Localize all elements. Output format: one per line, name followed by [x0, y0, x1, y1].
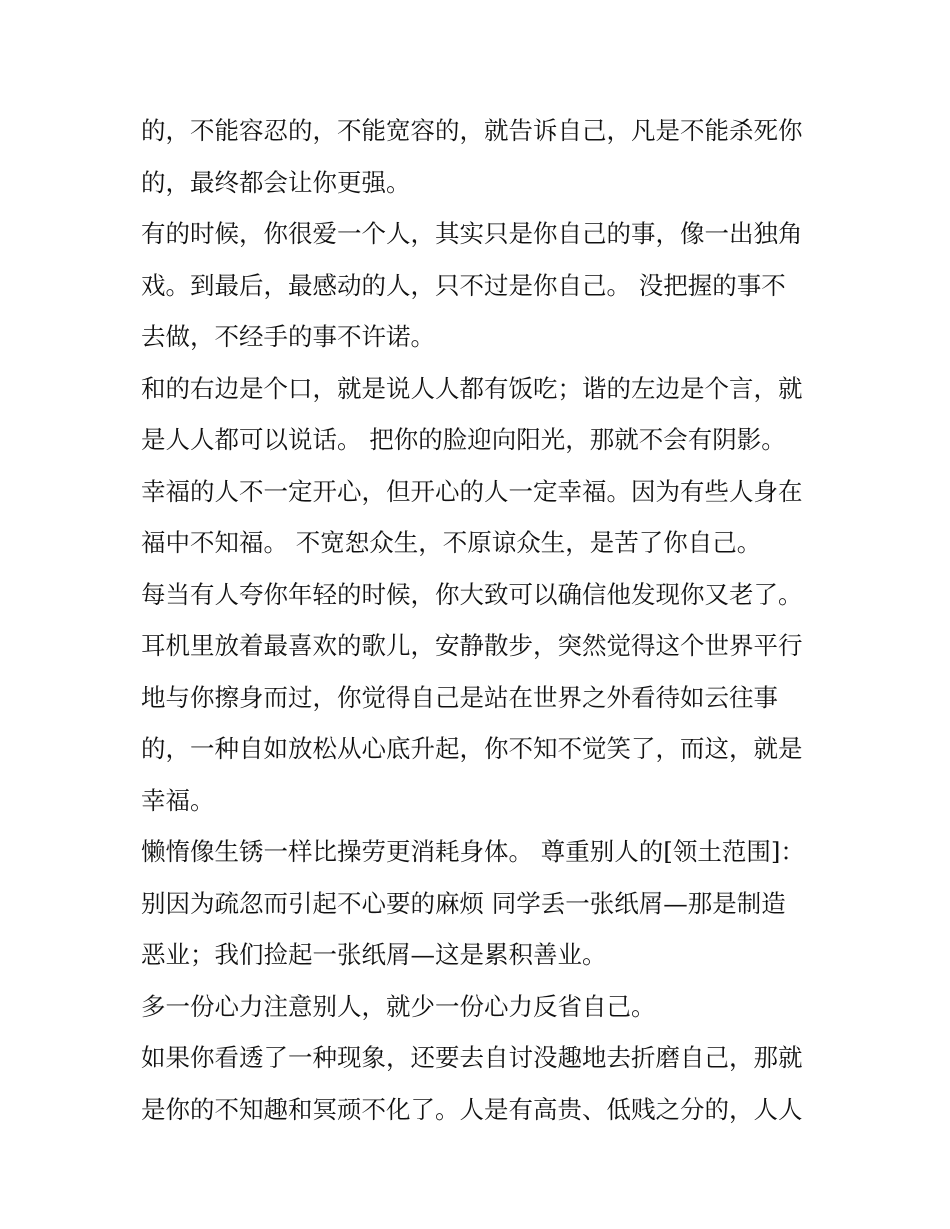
paragraph	[141, 466, 821, 569]
text-line: 的，最终都会让你更强。	[141, 167, 411, 197]
text-line: 懒惰像生锈一样比操劳更消耗身体。 尊重别人的[领土范围]：	[141, 837, 805, 866]
text-line: 有的时候，你很爱一个人，其实只是你自己的事，像一出独角	[141, 219, 803, 248]
paragraph	[141, 105, 821, 208]
text-line: 福中不知福。 不宽恕众生，不原谅众生，是苦了你自己。	[141, 528, 762, 557]
paragraph	[141, 1032, 821, 1135]
paragraph	[141, 569, 821, 827]
document-body	[141, 105, 821, 1135]
text-line: 幸福。	[141, 785, 215, 815]
paragraph	[141, 208, 821, 363]
text-line: 的，不能容忍的，不能宽容的，就告诉自己，凡是不能杀死你	[141, 116, 803, 145]
text-line: 去做，不经手的事不许诺。	[141, 322, 435, 351]
text-line: 和的右边是个口，就是说人人都有饭吃；谐的左边是个言，就	[141, 373, 803, 403]
text-line: 戏。到最后，最感动的人，只不过是你自己。 没把握的事不	[141, 270, 786, 300]
paragraph	[141, 981, 821, 1033]
paragraph	[141, 826, 821, 981]
text-line: 的，一种自如放松从心底升起，你不知不觉笑了，而这，就是	[141, 734, 803, 763]
paragraph	[141, 363, 821, 466]
text-line: 每当有人夸你年轻的时候，你大致可以确信他发现你又老了。	[141, 579, 803, 609]
text-line: 是你的不知趣和冥顽不化了。人是有高贵、低贱之分的，人人	[141, 1094, 803, 1124]
text-line: 恶业；我们捡起一张纸屑—这是累积善业。	[141, 940, 607, 969]
text-line: 如果你看透了一种现象，还要去自讨没趣地去折磨自己，那就	[141, 1043, 803, 1072]
text-line: 地与你擦身而过，你觉得自己是站在世界之外看待如云往事	[141, 682, 778, 712]
text-line: 多一份心力注意别人，就少一份心力反省自己。	[141, 991, 656, 1021]
text-line: 别因为疏忽而引起不心要的麻烦 同学丢一张纸屑—那是制造	[141, 888, 786, 918]
text-line: 幸福的人不一定开心，但开心的人一定幸福。因为有些人身在	[141, 476, 803, 506]
text-line: 耳机里放着最喜欢的歌儿，安静散步，突然觉得这个世界平行	[141, 631, 803, 660]
text-line: 是人人都可以说话。 把你的脸迎向阳光，那就不会有阴影。	[141, 425, 786, 454]
